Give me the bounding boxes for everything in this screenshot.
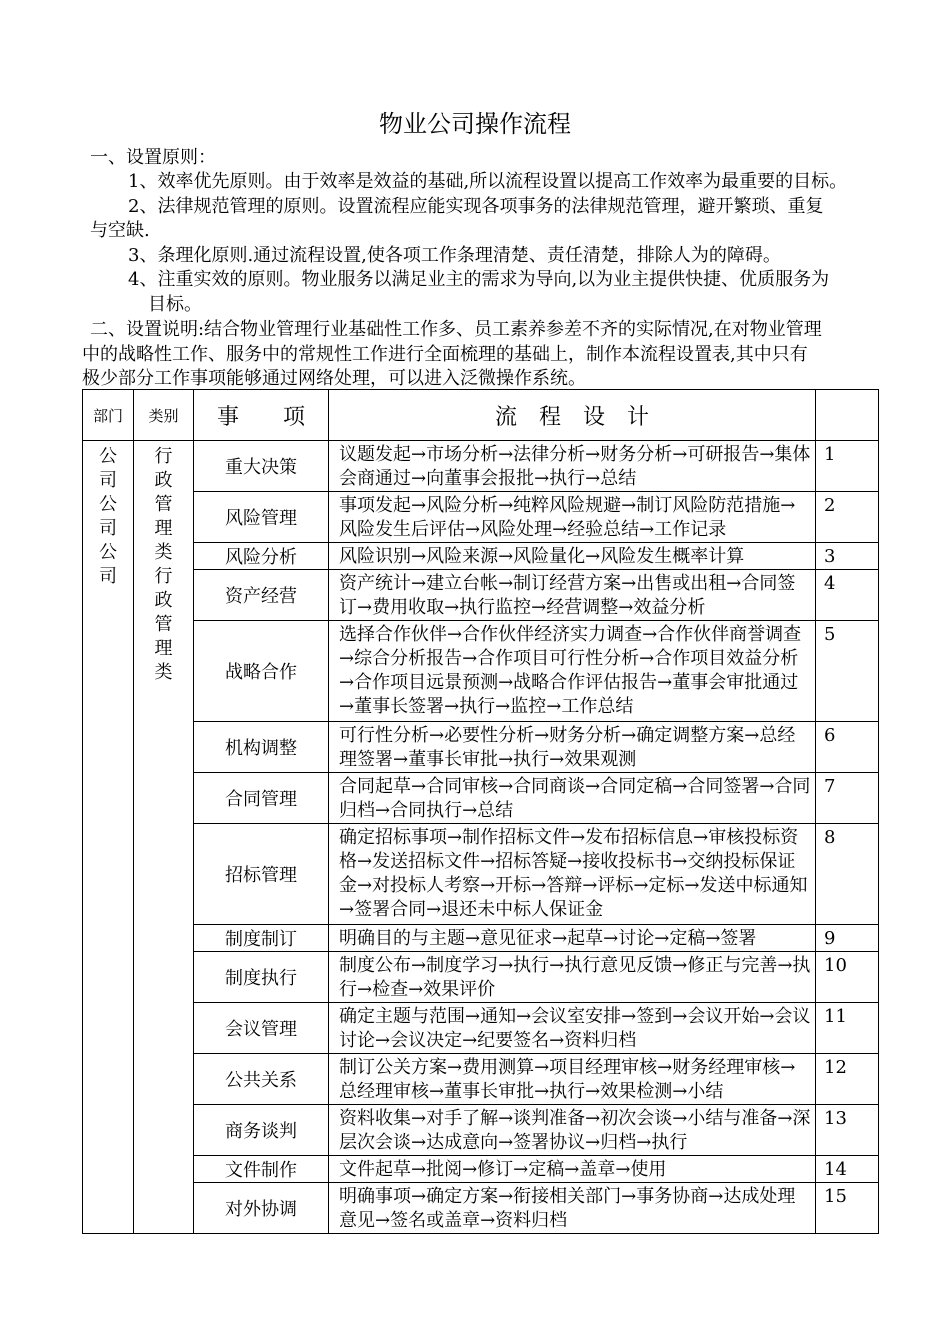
number-cell: 8 bbox=[816, 824, 879, 925]
flow-cell: 资产统计→建立台帐→制订经营方案→出售或出租→合同签订→费用收取→执行监控→经营调整→效益分析 bbox=[329, 570, 816, 621]
item-cell: 风险分析 bbox=[194, 543, 329, 570]
number-cell: 7 bbox=[816, 773, 879, 824]
table-row bbox=[83, 1156, 879, 1183]
item-cell: 公共关系 bbox=[194, 1054, 329, 1105]
flow-cell: 制订公关方案→费用测算→项目经理审核→财务经理审核→总经理审核→董事长审批→执行→效果检测→小结 bbox=[329, 1054, 816, 1105]
principle-1: 1、效率优先原则。由于效率是效益的基础,所以流程设置以提高工作效率为最重要的目标。 bbox=[128, 171, 848, 192]
category-char: 政 bbox=[154, 590, 173, 611]
table-row bbox=[83, 621, 879, 722]
item-cell: 对外协调 bbox=[194, 1183, 329, 1234]
table-row bbox=[83, 1003, 879, 1054]
number-cell: 11 bbox=[816, 1003, 879, 1054]
dept-char: 公 bbox=[99, 542, 117, 563]
section2-line-3: 极少部分工作事项能够通过网络处理，可以进入泛微操作系统。 bbox=[82, 368, 586, 389]
header-number bbox=[816, 390, 879, 441]
section1-heading: 一、设置原则： bbox=[90, 147, 216, 168]
section2-line-1: 二、设置说明:结合物业管理行业基础性工作多、员工素养参差不齐的实际情况,在对物业管理 bbox=[90, 319, 822, 340]
category-char: 理 bbox=[154, 518, 173, 539]
item-cell: 商务谈判 bbox=[194, 1105, 329, 1156]
header-flow: 流 程 设 计 bbox=[329, 390, 816, 441]
dept-char: 司 bbox=[99, 518, 117, 539]
table-row bbox=[83, 1054, 879, 1105]
number-cell: 12 bbox=[816, 1054, 879, 1105]
category-char: 类 bbox=[154, 662, 173, 683]
item-cell: 战略合作 bbox=[194, 621, 329, 722]
principle-3: 3、条理化原则.通过流程设置,使各项工作条理清楚、责任清楚，排除人为的障碍。 bbox=[128, 245, 781, 266]
dept-cell bbox=[83, 441, 134, 1234]
flow-cell: 文件起草→批阅→修订→定稿→盖章→使用 bbox=[329, 1156, 816, 1183]
table-row bbox=[83, 570, 879, 621]
number-cell: 14 bbox=[816, 1156, 879, 1183]
item-cell: 机构调整 bbox=[194, 722, 329, 773]
category-char: 管 bbox=[154, 614, 173, 635]
dept-char: 司 bbox=[99, 566, 117, 587]
table-row bbox=[83, 1183, 879, 1234]
principle-2: 2、法律规范管理的原则。设置流程应能实现各项事务的法律规范管理，避开繁琐、重复 bbox=[128, 196, 824, 217]
flow-cell: 事项发起→风险分析→纯粹风险规避→制订风险防范措施→风险发生后评估→风险处理→经验总结→工作记录 bbox=[329, 492, 816, 543]
item-cell: 风险管理 bbox=[194, 492, 329, 543]
table-row bbox=[83, 824, 879, 925]
table-row bbox=[83, 1105, 879, 1156]
item-cell: 制度执行 bbox=[194, 952, 329, 1003]
table-row bbox=[83, 441, 879, 492]
table-header-row bbox=[83, 390, 879, 441]
principle-4-cont: 目标。 bbox=[148, 294, 202, 315]
flow-cell: 议题发起→市场分析→法律分析→财务分析→可研报告→集体会商通过→向董事会报批→执行→总结 bbox=[329, 441, 816, 492]
item-cell: 资产经营 bbox=[194, 570, 329, 621]
item-cell: 会议管理 bbox=[194, 1003, 329, 1054]
table-row bbox=[83, 925, 879, 952]
flow-cell: 确定主题与范围→通知→会议室安排→签到→会议开始→会议讨论→会议决定→纪要签名→资料归档 bbox=[329, 1003, 816, 1054]
process-table bbox=[82, 389, 879, 1234]
header-dept: 部门 bbox=[83, 390, 134, 441]
category-char: 行 bbox=[154, 446, 173, 467]
number-cell: 10 bbox=[816, 952, 879, 1003]
number-cell: 1 bbox=[816, 441, 879, 492]
category-cell bbox=[134, 441, 194, 1234]
flow-cell: 选择合作伙伴→合作伙伴经济实力调查→合作伙伴商誉调查→综合分析报告→合作项目可行性分析→合作项目效益分析→合作项目远景预测→战略合作评估报告→董事会审批通过→董事长签署→执行→监控→工作总结 bbox=[329, 621, 816, 722]
number-cell: 5 bbox=[816, 621, 879, 722]
number-cell: 13 bbox=[816, 1105, 879, 1156]
header-category: 类别 bbox=[134, 390, 194, 441]
number-cell: 4 bbox=[816, 570, 879, 621]
flow-cell: 明确事项→确定方案→衔接相关部门→事务协商→达成处理意见→签名或盖章→资料归档 bbox=[329, 1183, 816, 1234]
table-row bbox=[83, 543, 879, 570]
item-cell: 文件制作 bbox=[194, 1156, 329, 1183]
category-char: 管 bbox=[154, 494, 173, 515]
table-row bbox=[83, 952, 879, 1003]
flow-cell: 明确目的与主题→意见征求→起草→讨论→定稿→签署 bbox=[329, 925, 816, 952]
category-char: 行 bbox=[154, 566, 173, 587]
item-cell: 制度制订 bbox=[194, 925, 329, 952]
flow-cell: 资料收集→对手了解→谈判准备→初次会谈→小结与准备→深层次会谈→达成意向→签署协议→归档→执行 bbox=[329, 1105, 816, 1156]
principle-2-cont: 与空缺. bbox=[90, 220, 150, 241]
category-char: 类 bbox=[154, 542, 173, 563]
document-title: 物业公司操作流程 bbox=[379, 110, 571, 138]
number-cell: 6 bbox=[816, 722, 879, 773]
number-cell: 3 bbox=[816, 543, 879, 570]
section2-line-2: 中的战略性工作、服务中的常规性工作进行全面梳理的基础上，制作本流程设置表,其中只有 bbox=[82, 344, 808, 365]
flow-cell: 制度公布→制度学习→执行→执行意见反馈→修正与完善→执行→检查→效果评价 bbox=[329, 952, 816, 1003]
flow-cell: 风险识别→风险来源→风险量化→风险发生概率计算 bbox=[329, 543, 816, 570]
table-row bbox=[83, 773, 879, 824]
category-char: 理 bbox=[154, 638, 173, 659]
number-cell: 2 bbox=[816, 492, 879, 543]
table-row bbox=[83, 722, 879, 773]
flow-cell: 确定招标事项→制作招标文件→发布招标信息→审核投标资格→发送招标文件→招标答疑→接收投标书→交纳投标保证金→对投标人考察→开标→答辩→评标→定标→发送中标通知→签署合同→退还未中标人保证金 bbox=[329, 824, 816, 925]
dept-char: 公 bbox=[99, 494, 117, 515]
item-cell: 招标管理 bbox=[194, 824, 329, 925]
number-cell: 9 bbox=[816, 925, 879, 952]
flow-cell: 合同起草→合同审核→合同商谈→合同定稿→合同签署→合同归档→合同执行→总结 bbox=[329, 773, 816, 824]
dept-char: 司 bbox=[99, 470, 117, 491]
principle-4: 4、注重实效的原则。物业服务以满足业主的需求为导向,以为业主提供快捷、优质服务为 bbox=[128, 269, 830, 290]
item-cell: 重大决策 bbox=[194, 441, 329, 492]
item-cell: 合同管理 bbox=[194, 773, 329, 824]
table-row bbox=[83, 492, 879, 543]
dept-char: 公 bbox=[99, 446, 117, 467]
category-char: 政 bbox=[154, 470, 173, 491]
header-item: 事 项 bbox=[194, 390, 329, 441]
flow-cell: 可行性分析→必要性分析→财务分析→确定调整方案→总经理签署→董事长审批→执行→效果观测 bbox=[329, 722, 816, 773]
number-cell: 15 bbox=[816, 1183, 879, 1234]
